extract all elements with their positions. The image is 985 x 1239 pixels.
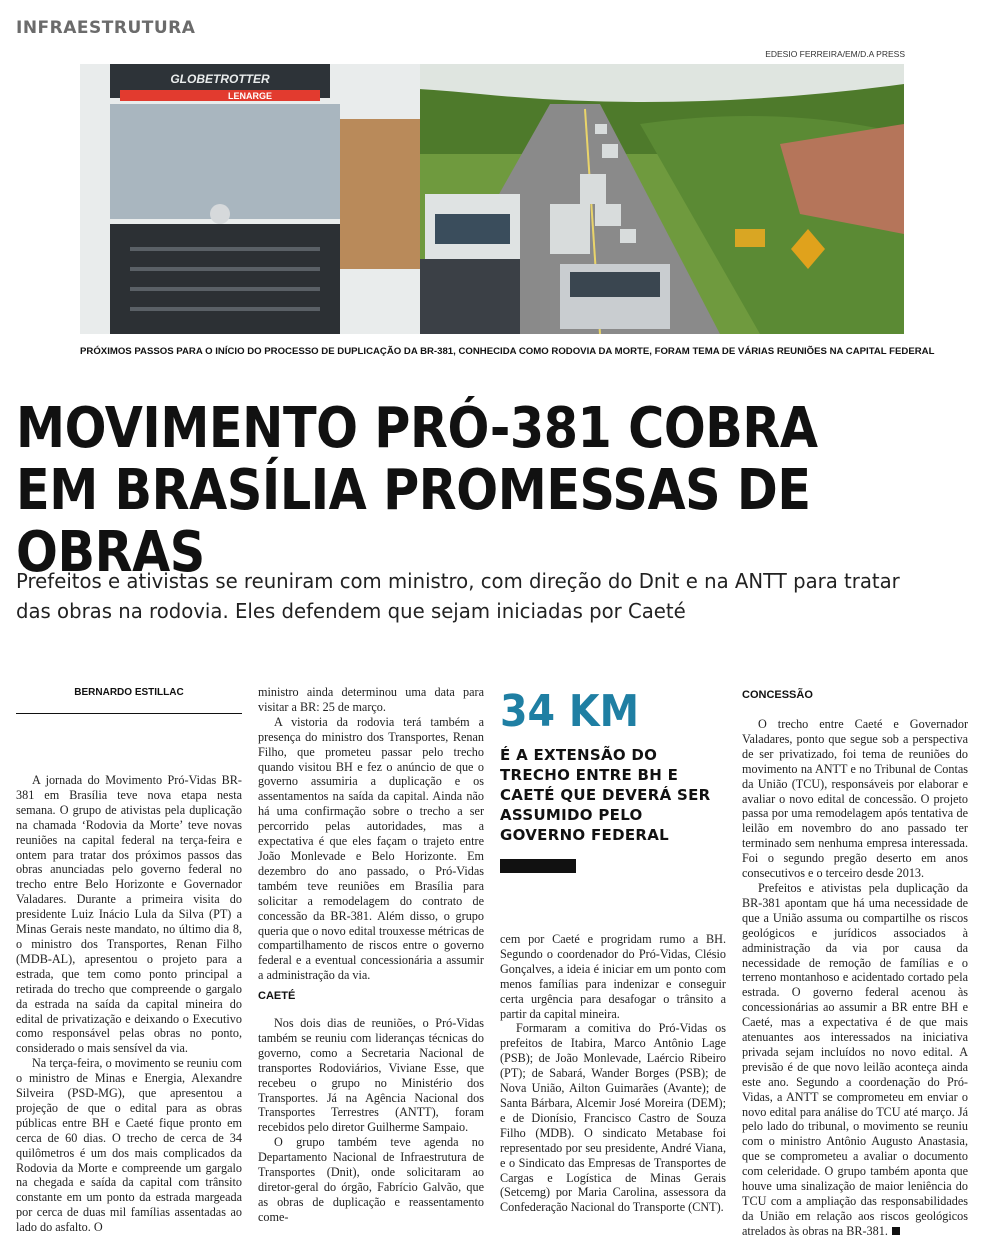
column-3: [500, 932, 726, 1215]
photo-caption: PRÓXIMOS PASSOS PARA O INÍCIO DO PROCESSO DE DUPLICAÇÃO DA BR-381, CONHECIDA COMO RODOVIA DA MORTE, FORAM TEMA DE VÁRIAS REUNIÕES NA CAPITAL FEDERAL: [80, 346, 935, 357]
column-4: [742, 717, 968, 1239]
byline: BERNARDO ESTILLAC: [74, 687, 184, 698]
paragraph: O grupo também teve agenda no Departamento Nacional de Infraestrutura de Transportes (Dnit), onde solicitaram ao diretor-geral do órgão, Fabrício Galvão, que as obras de duplicação e reassentamento come-: [258, 1135, 484, 1224]
byline-rule: [16, 713, 242, 714]
column-1: [16, 773, 242, 1235]
subhead-concessao: CONCESSÃO: [742, 689, 813, 701]
paragraph: ministro ainda determinou uma data para visitar a BR: 25 de março.: [258, 685, 484, 714]
paragraph: Formaram a comitiva do Pró-Vidas os prefeitos de Itabira, Marco Antônio Lage (PSB); de João Monlevade, Laércio Ribeiro (PT); de Sabará, Wander Borges (PSB); de Nova União, Ailton Guimarães (Avante); de Santa Bárbara, Alcemir José Moreira (DEM); e de Dionísio, Francisco Castro de Souza Filho (MDB). O sindicato Metabase foi representado por seu presidente, André Viana, e o Sindicato das Empresas de Transportes de Cargas e Logística de Minas Gerais (Setcemg) por Maria Carolina, assessora da Confederação Nacional do Transporte (CNT).: [500, 1021, 726, 1215]
news-photo: [80, 64, 904, 334]
highlight-bar: [500, 859, 576, 873]
paragraph-text: Prefeitos e ativistas pela duplicação da BR-381 apontam que há uma necessidade de que a União assuma ou compartilhe os riscos geológicos e jurídicos associados à administração da via por causa da necessidade de remoção de famílias e o terreno montanhoso e acidentado cortado pela estrada. O governo federal acenou às concessionárias ao assumir a BR entre BH e Caeté, mas a expectativa é de que mais atenuantes aos interessados na iniciativa privada sejam incluídos no novo edital. A previsão é de que novo leilão aconteça ainda este ano. Segundo a coordenação do Pró-Vidas, a ANTT se comprometeu em enviar o novo edital para análise do TCU até março. Já pelo lado do tribunal, o movimento se reuniu com o ministro Antônio Augusto Anastasia, que se comprometeu a avaliar o documento com celeridade. O grupo também aponta que houve uma sinalização de maior leniência do TCU com a ampliação das responsabilidades da União em relação aos riscos geológicos atrelados às obras na BR-381.: [742, 880, 968, 1238]
subhead-caete: CAETÉ: [258, 990, 296, 1002]
paragraph: A vistoria da rodovia terá também a presença do ministro dos Transportes, Renan Filho, que prometeu passar pelo trecho quando visitou BH e fez o anúncio de que o governo assumiria a duplicação e os assentamentos na saída da capital. Ainda não há uma confirmação sobre o trecho a ser percorrido pelas autoridades, mas a expectativa é que eles façam o trajeto entre João Monlevade e Belo Horizonte. Em dezembro do ano passado, o Pró-Vidas também teve reuniões em Brasília para solicitar a remodelagem do contrato de concessão da BR-381. Além disso, o grupo queria que o novo edital trouxesse métricas de compartilhamento de riscos entre o governo federal e a eventual concessionária a assumir a administração da via.: [258, 714, 484, 983]
highlight-text: É A EXTENSÃO DO TRECHO ENTRE BH E CAETÉ QUE DEVERÁ SER ASSUMIDO PELO GOVERNO FEDERAL: [500, 746, 711, 844]
paragraph: A jornada do Movimento Pró-Vidas BR-381 em Brasília teve nova etapa nesta semana. O grupo de ativistas pela duplicação na chamada ‘Rodovia da Morte’ teve novas reuniões na capital federal na terça-feira e ontem para tratar dos próximos passos das obras anunciadas pelo governo federal no trecho entre Belo Horizonte e Governador Valadares. Durante a primeira visita do presidente Luiz Inácio Lula da Silva (PT) a Minas Gerais neste mandato, no último dia 8, o ministro dos Transportes, Renan Filho (MDB-AL), apresentou o projeto para a estrada, que tem como ponto principal a retirada do trecho que compreende o gargalo da estrada na saída da capital mineira do edital de privatização e deixando o Executivo como responsável pelas obras no ponto, considerado o mais sensível da via.: [16, 773, 242, 1056]
headline: MOVIMENTO PRÓ-381 COBRA EM BRASÍLIA PROMESSAS DE OBRAS: [16, 396, 818, 585]
truck-brand-text: GLOBETROTTER: [170, 72, 270, 86]
paragraph: cem por Caeté e progridam rumo a BH. Segundo o coordenador do Pró-Vidas, Clésio Gonçalves, a ideia é iniciar em um ponto com menos famílias para indenizar e conseguir certa urgência para desafogar o trânsito a partir da capital mineira.: [500, 932, 726, 1021]
paragraph: Na terça-feira, o movimento se reuniu com o ministro de Minas e Energia, Alexandre Silveira (PSD-MG), que apresentou a projeção de que o edital para as obras públicas entre BH e Caeté fique pronto em cerca de 60 dias. O trecho de cerca de 34 quilômetros é um dos mais complicados da Rodovia da Morte e compreende um gargalo na chegada e saída da capital com trânsito constante em um ponto da estrada margeada por cerca de duas mil famílias assentadas ao lado do asfalto. O: [16, 1056, 242, 1235]
truck-sign-text: LENARGE: [227, 91, 273, 101]
section-label: INFRAESTRUTURA: [16, 18, 196, 38]
column-2-top: [258, 685, 484, 983]
paragraph: O trecho entre Caeté e Governador Valadares, ponto que segue sob a perspectiva de ser privatizado, foi tema de reuniões do movimento na ANTT e no Tribunal de Contas da União (TCU), responsáveis por elaborar e avaliar o novo edital de concessão. O projeto passa por uma remodelagem após tentativa de leilão em novembro do ano passado ter terminado sem nenhuma empresa interessada. Foi o segundo pregão deserto em anos consecutivos e o terceiro desde 2013.: [742, 717, 968, 881]
end-mark-icon: [892, 1227, 900, 1235]
paragraph: [742, 881, 968, 1239]
highlight-number: 34 KM: [500, 686, 639, 737]
photo-credit: EDESIO FERREIRA/EM/D.A PRESS: [765, 49, 905, 59]
deck: Prefeitos e ativistas se reuniram com ministro, com direção do Dnit e na ANTT para tratar das obras na rodovia. Eles defendem que sejam iniciadas por Caeté: [16, 569, 900, 623]
paragraph: Nos dois dias de reuniões, o Pró-Vidas também se reuniu com lideranças técnicas do governo, como a Secretaria Nacional de transportes Rodoviários, Viviane Esse, que recebeu o grupo no Ministério dos Transportes. Já na Agência Nacional dos Transportes Terrestres (ANTT), foram recebidos pelo diretor Guilherme Sampaio.: [258, 1016, 484, 1135]
column-2-bottom: [258, 1016, 484, 1225]
